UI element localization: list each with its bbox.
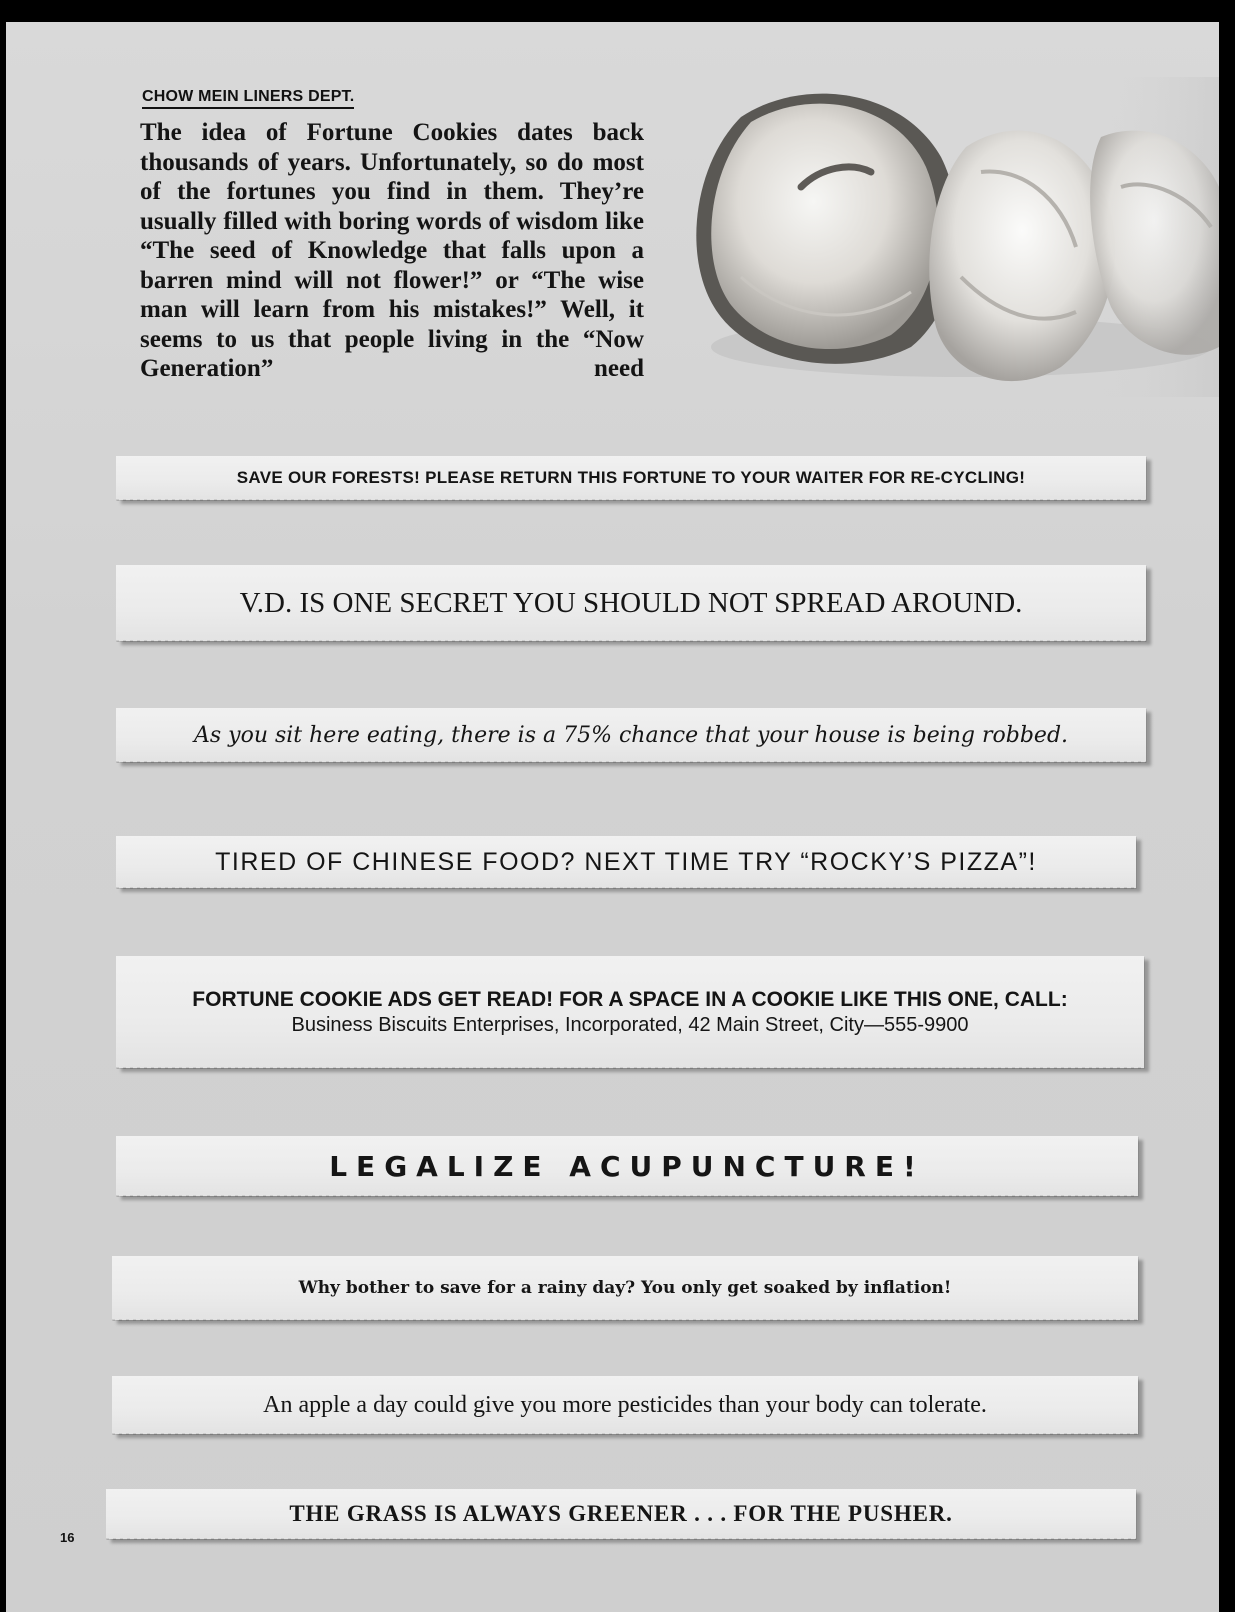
fortune-cookies-photo — [681, 77, 1219, 397]
fortune-slip-vd: V.D. IS ONE SECRET YOU SHOULD NOT SPREAD AROUND. — [116, 565, 1146, 641]
fortune-slip-acupuncture: LEGALIZE ACUPUNCTURE! — [116, 1136, 1138, 1196]
page-number: 16 — [60, 1530, 75, 1545]
fortune-slip-pizza: TIRED OF CHINESE FOOD? NEXT TIME TRY “ROCKY’S PIZZA”! — [116, 836, 1136, 888]
ad-headline: FORTUNE COOKIE ADS GET READ! FOR A SPACE IN A COOKIE LIKE THIS ONE, CALL: — [192, 987, 1068, 1011]
fortune-slip-ad — [116, 956, 1144, 1068]
intro-paragraph: The idea of Fortune Cookies dates back thousands of years. Unfortunately, so do most of the fortunes you find in them. They’re usually filled with boring words of wisdom like “The seed of Knowledge that falls upon a barren mind will not flower!” or “The wise man will learn from his mistakes!” Well, it seems to us that people living in the “Now Generation” need — [140, 119, 644, 382]
magazine-page — [6, 22, 1219, 1612]
fortune-slip-inflation: Why bother to save for a rainy day? You only get soaked by inflation! — [112, 1256, 1138, 1320]
fortune-slip-pesticides: An apple a day could give you more pesticides than your body can tolerate. — [112, 1376, 1138, 1434]
fortune-slip-pusher: THE GRASS IS ALWAYS GREENER . . . FOR THE PUSHER. — [106, 1489, 1136, 1539]
ad-contact: Business Biscuits Enterprises, Incorporated, 42 Main Street, City—555-9900 — [291, 1013, 969, 1036]
department-heading: CHOW MEIN LINERS DEPT. — [142, 88, 354, 109]
fortune-slip-robbery: As you sit here eating, there is a 75% chance that your house is being robbed. — [116, 708, 1146, 762]
fortune-slip-recycling: SAVE OUR FORESTS! PLEASE RETURN THIS FORTUNE TO YOUR WAITER FOR RE-CYCLING! — [116, 456, 1146, 500]
